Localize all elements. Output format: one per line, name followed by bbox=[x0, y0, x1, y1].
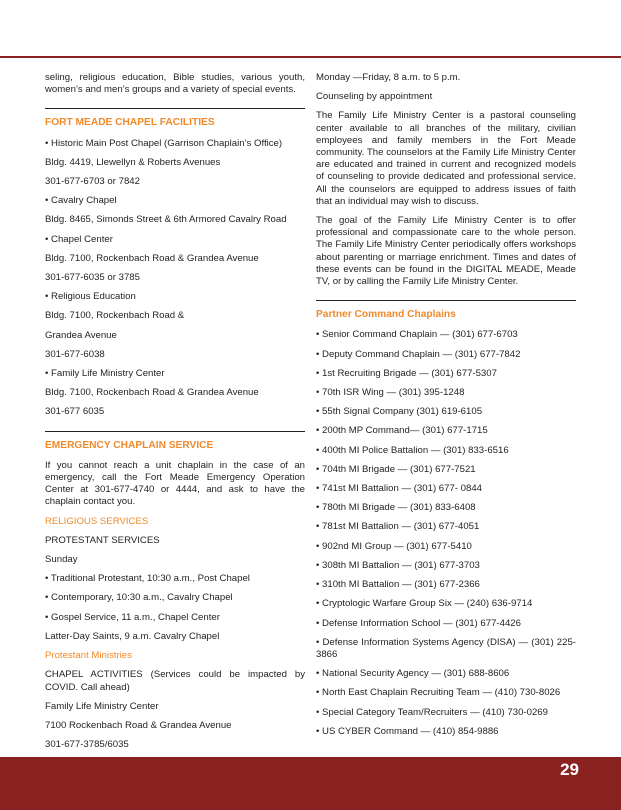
intro-text: seling, religious education, Bible studies, various youth, women’s and men’s groups and a variety of special events. bbox=[45, 72, 305, 96]
section-divider bbox=[45, 431, 305, 432]
chaplain-item: • 741st MI Battalion — (301) 677- 0844 bbox=[316, 483, 483, 495]
chaplain-item: • 704th MI Brigade — (301) 677-7521 bbox=[316, 463, 476, 475]
office-hours: Monday —Friday, 8 a.m. to 5 p.m. bbox=[316, 72, 461, 83]
facility-line: • Cavalry Chapel bbox=[45, 195, 117, 207]
chaplain-item: • 70th ISR Wing — (301) 395-1248 bbox=[316, 387, 465, 399]
flmc-line: 7100 Rockenbach Road & Grandea Avenue bbox=[45, 719, 232, 731]
protestant-ministries-heading: Protestant Ministries bbox=[45, 650, 132, 662]
emergency-heading: EMERGENCY CHAPLAIN SERVICE bbox=[45, 439, 214, 451]
facility-line: Bldg. 4419, Llewellyn & Roberts Avenues bbox=[45, 156, 221, 168]
chaplain-item: • 200th MP Command— (301) 677-1715 bbox=[316, 425, 488, 437]
service-line: • Traditional Protestant, 10:30 a.m., Post Chapel bbox=[45, 573, 250, 585]
page-number: 29 bbox=[560, 760, 579, 779]
service-line: • Contemporary, 10:30 a.m., Cavalry Chapel bbox=[45, 592, 233, 604]
chaplain-item: • Defense Information School — (301) 677-4426 bbox=[316, 617, 521, 629]
chaplains-list bbox=[316, 329, 576, 737]
facilities-list bbox=[45, 138, 305, 419]
chaplain-item: • North East Chaplain Recruiting Team — (410) 730-8026 bbox=[316, 687, 561, 699]
chaplain-item: • 400th MI Police Battalion — (301) 833-6516 bbox=[316, 444, 509, 456]
chaplain-item: • Cryptologic Warfare Group Six — (240) 636-9714 bbox=[316, 598, 533, 610]
facility-line: 301-677-6035 or 3785 bbox=[45, 272, 140, 284]
chaplain-item: • Special Category Team/Recruiters — (410) 730-0269 bbox=[316, 706, 548, 718]
chaplain-item: • 310th MI Battalion — (301) 677-2366 bbox=[316, 579, 480, 591]
emergency-text: If you cannot reach a unit chaplain in the case of an emergency, call the Fort Meade Emergency Operation Center at 301-677-4740 or 4444, and ask to have the chaplain contact you. bbox=[45, 459, 305, 508]
chaplain-item: • US CYBER Command — (410) 854-9886 bbox=[316, 725, 499, 737]
chaplains-heading: Partner Command Chaplains bbox=[316, 309, 456, 321]
flmc-goal: The goal of the Family Life Ministry Center is to offer professional and compassionate care to the whole person. The Family Life Ministry Center periodically offers workshops about parenting or marriage enrichment. Times and dates of these events can be found in the DIGITAL MEADE, Meade TV, or by calling the Family Life Ministry Center. bbox=[316, 215, 576, 288]
flmc-line: 301-677-3785/6035 bbox=[45, 739, 129, 751]
chaplain-item: • 902nd MI Group — (301) 677-5410 bbox=[316, 540, 472, 552]
facility-line: Bldg. 8465, Simonds Street & 6th Armored Cavalry Road bbox=[45, 214, 287, 226]
section-divider bbox=[45, 108, 305, 109]
religious-services-heading: RELIGIOUS SERVICES bbox=[45, 515, 149, 527]
top-rule bbox=[0, 56, 621, 58]
facility-line: • Religious Education bbox=[45, 291, 136, 303]
chapel-activities-text: CHAPEL ACTIVITIES (Services could be impacted by COVID. Call ahead) bbox=[45, 669, 305, 693]
sunday-label: Sunday bbox=[45, 554, 78, 566]
service-line: Latter-Day Saints, 9 a.m. Cavalry Chapel bbox=[45, 630, 220, 642]
chaplain-item: • 780th MI Brigade — (301) 833-6408 bbox=[316, 502, 476, 514]
chaplain-item: • 55th Signal Company (301) 619-6105 bbox=[316, 406, 483, 418]
protestant-services-label: PROTESTANT SERVICES bbox=[45, 534, 160, 546]
facility-line: • Family Life Ministry Center bbox=[45, 368, 165, 380]
chaplain-item: • Senior Command Chaplain — (301) 677-6703 bbox=[316, 329, 518, 341]
appointment-note: Counseling by appointment bbox=[316, 91, 433, 103]
facility-line: 301-677-6038 bbox=[45, 348, 105, 360]
chaplain-item: • 1st Recruiting Brigade — (301) 677-5307 bbox=[316, 367, 497, 379]
section-divider bbox=[316, 300, 576, 301]
service-line: • Gospel Service, 11 a.m., Chapel Center bbox=[45, 611, 220, 623]
facility-line: Bldg. 7100, Rockenbach Road & Grandea Avenue bbox=[45, 252, 259, 264]
facility-line: • Chapel Center bbox=[45, 233, 113, 245]
facility-line: Bldg. 7100, Rockenbach Road & Grandea Avenue bbox=[45, 387, 259, 399]
left-column bbox=[45, 72, 305, 758]
chaplain-item: • 781st MI Battalion — (301) 677-4051 bbox=[316, 521, 480, 533]
facility-line: 301-677 6035 bbox=[45, 406, 105, 418]
right-column bbox=[316, 72, 576, 745]
chaplain-item: • 308th MI Battalion — (301) 677-3703 bbox=[316, 559, 480, 571]
chaplain-item: • Defense Information Systems Agency (DISA) — (301) 225-3866 bbox=[316, 636, 576, 660]
footer-bar bbox=[0, 757, 621, 810]
facility-line: • Historic Main Post Chapel (Garrison Chaplain’s Office) bbox=[45, 137, 283, 149]
chaplain-item: • National Security Agency — (301) 688-8606 bbox=[316, 668, 510, 680]
chaplain-item: • Deputy Command Chaplain — (301) 677-7842 bbox=[316, 348, 521, 360]
flmc-line: Family Life Ministry Center bbox=[45, 700, 159, 712]
facility-line: Grandea Avenue bbox=[45, 329, 117, 341]
facility-line: Bldg. 7100, Rockenbach Road & bbox=[45, 310, 185, 322]
facilities-heading: FORT MEADE CHAPEL FACILITIES bbox=[45, 117, 215, 129]
facility-line: 301-677-6703 or 7842 bbox=[45, 176, 140, 188]
flmc-description: The Family Life Ministry Center is a pastoral counseling center available to all branches of the military, civilian employees and family members in the Fort Meade community. The counselors at the Family Life Ministry Center are educated and trained in current and recognized models of counseling to provide dedicated and professional service. All the counselors are equipped to address issues of faith that an individual may wish to discuss. bbox=[316, 110, 576, 207]
